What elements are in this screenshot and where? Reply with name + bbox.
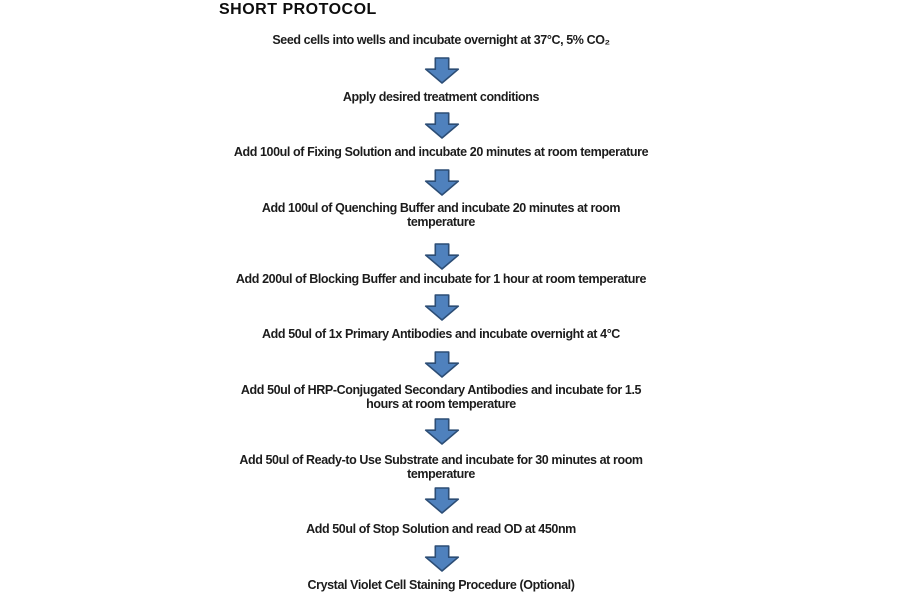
down-arrow-icon [424, 294, 460, 321]
step-7 [0, 383, 882, 411]
down-arrow-shape [426, 295, 459, 320]
down-arrow-shape [426, 546, 459, 571]
step-3-text: Add 100ul of Fixing Solution and incubate 20 minutes at room temperature [233, 145, 649, 159]
step-4 [0, 201, 882, 229]
down-arrow-icon [424, 112, 460, 139]
step-9 [0, 522, 882, 536]
down-arrow-icon [424, 169, 460, 196]
down-arrow-shape [426, 488, 459, 513]
step-1-text: Seed cells into wells and incubate overnight at 37°C, 5% CO₂ [272, 33, 610, 47]
down-arrow-icon [424, 487, 460, 514]
down-arrow-icon [424, 418, 460, 445]
down-arrow-icon [424, 351, 460, 378]
step-5-text: Add 200ul of Blocking Buffer and incubate for 1 hour at room temperature [235, 272, 647, 286]
down-arrow-shape [426, 352, 459, 377]
step-8-text-line-2: temperature [407, 467, 475, 481]
step-5 [0, 272, 882, 286]
step-1 [0, 33, 882, 47]
step-10 [0, 578, 882, 592]
down-arrow-shape [426, 113, 459, 138]
step-2 [0, 90, 882, 104]
step-10-text: Crystal Violet Cell Staining Procedure (Optional) [307, 578, 575, 592]
down-arrow-icon [424, 545, 460, 572]
down-arrow-shape [426, 244, 459, 269]
page-title: SHORT PROTOCOL [219, 1, 377, 18]
step-7-text-line-2: hours at room temperature [366, 397, 516, 411]
down-arrow-shape [426, 419, 459, 444]
down-arrow-shape [426, 170, 459, 195]
step-8 [0, 453, 882, 481]
step-6 [0, 327, 882, 341]
step-8-text-line-1: Add 50ul of Ready-to Use Substrate and incubate for 30 minutes at room [239, 453, 643, 467]
step-3 [0, 145, 882, 159]
step-9-text: Add 50ul of Stop Solution and read OD at 450nm [306, 522, 576, 536]
step-4-text-line-1: Add 100ul of Quenching Buffer and incubate 20 minutes at room [261, 201, 621, 215]
step-7-text-line-1: Add 50ul of HRP-Conjugated Secondary Antibodies and incubate for 1.5 [240, 383, 642, 397]
step-6-text: Add 50ul of 1x Primary Antibodies and incubate overnight at 4°C [262, 327, 620, 341]
down-arrow-icon [424, 57, 460, 84]
down-arrow-shape [426, 58, 459, 83]
step-2-text: Apply desired treatment conditions [342, 90, 540, 104]
step-4-text-line-2: temperature [407, 215, 475, 229]
down-arrow-icon [424, 243, 460, 270]
